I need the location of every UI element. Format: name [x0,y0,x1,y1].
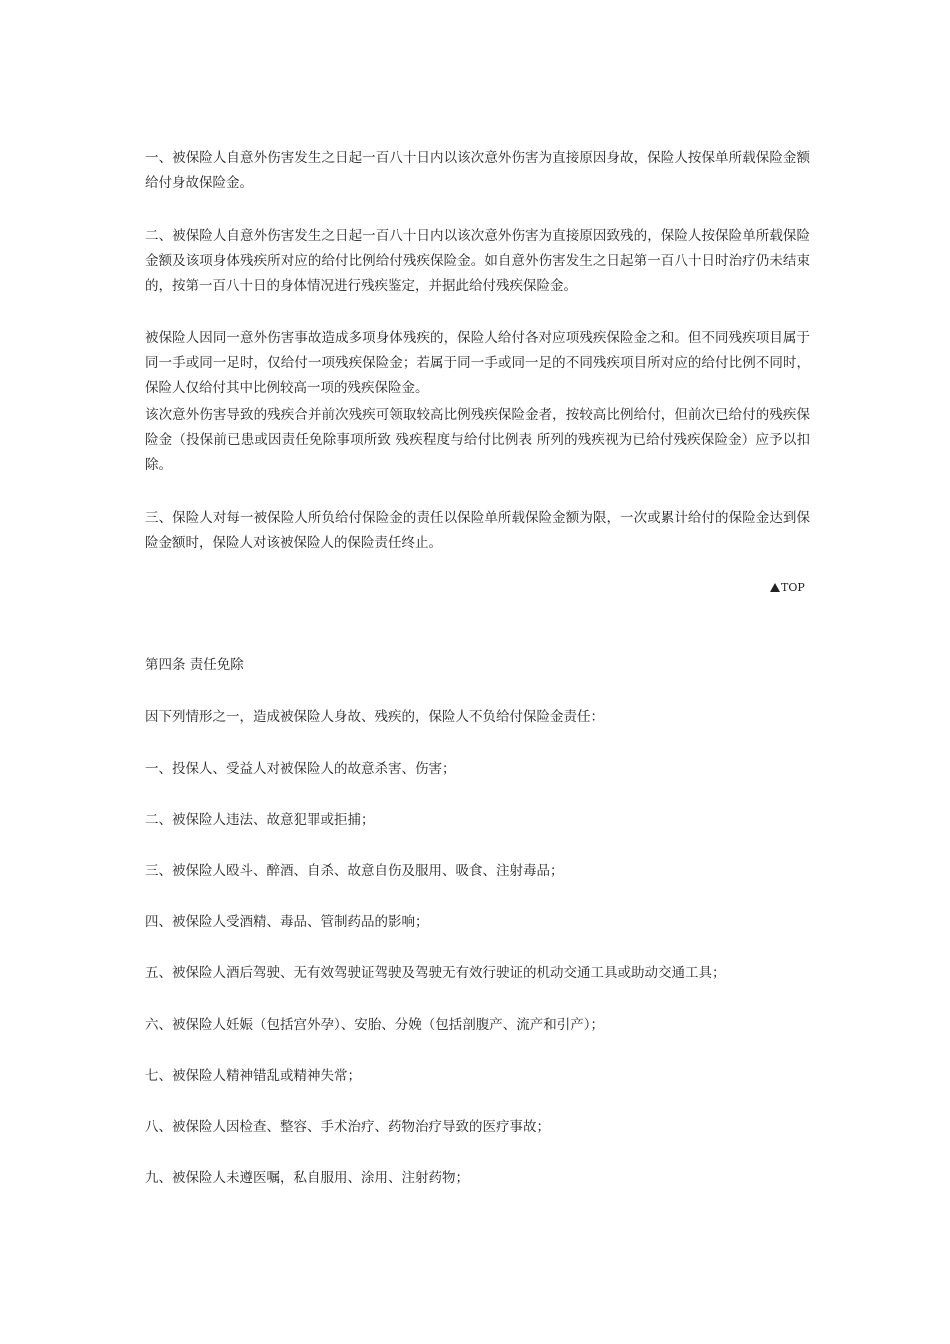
benefit-paragraph-death: 一、被保险人自意外伤害发生之日起一百八十日内以该次意外伤害为直接原因身故，保险人按保单所载保险金额给付身故保险金。 [145,150,810,191]
benefit-paragraph-multiple-disability: 被保险人因同一意外伤害事故造成多项身体残疾的，保险人给付各对应项残疾保险金之和。但不同残疾项目属于同一手或同一足时，仅给付一项残疾保险金；若属于同一手或同一足的不同残疾项目所对应的给付比例不同时，保险人仅给付其中比例较高一项的残疾保险金。 [145,330,810,396]
benefit-paragraph-liability-limit: 三、保险人对每一被保险人所负给付保险金的责任以保险单所载保险金额为限，一次或累计给付的保险金达到保险金额时，保险人对该被保险人的保险责任终止。 [145,510,810,551]
exclusion-item: 九、被保险人未遵医嘱，私自服用、涂用、注射药物； [145,1170,469,1186]
exclusion-item: 六、被保险人妊娠（包括宫外孕）、安胎、分娩（包括剖腹产、流产和引产）； [145,1017,604,1033]
exclusions-intro: 因下列情形之一，造成被保险人身故、残疾的，保险人不负给付保险金责任： [145,709,604,725]
exclusion-item: 四、被保险人受酒精、毒品、管制药品的影响； [145,914,429,930]
benefit-paragraph-prior-disability: 该次意外伤害导致的残疾合并前次残疾可领取较高比例残疾保险金者，按较高比例给付，但前次已给付的残疾保险金（投保前已患或因责任免除事项所致 残疾程度与给付比例表 所列的残疾视为已给付残疾保险金）应予以扣除。 [145,407,810,473]
back-to-top-label: TOP [781,581,805,594]
exclusion-item: 五、被保险人酒后驾驶、无有效驾驶证驾驶及驾驶无有效行驶证的机动交通工具或助动交通工具； [145,965,726,981]
benefit-paragraph-disability: 二、被保险人自意外伤害发生之日起一百八十日内以该次意外伤害为直接原因致残的，保险人按保险单所载保险金额及该项身体残疾所对应的给付比例给付残疾保险金。如自意外伤害发生之日起第一百八十日时治疗仍未结束的，按第一百八十日的身体情况进行残疾鉴定，并据此给付残疾保险金。 [145,228,810,294]
triangle-up-icon [770,583,780,592]
exclusion-item: 三、被保险人殴斗、醉酒、自杀、故意自伤及服用、吸食、注射毒品； [145,863,564,879]
exclusion-item: 二、被保险人违法、故意犯罪或拒捕； [145,812,375,828]
section-heading-exclusions: 第四条 责任免除 [145,657,244,673]
exclusion-item: 七、被保险人精神错乱或精神失常； [145,1068,361,1084]
exclusion-item: 八、被保险人因检查、整容、手术治疗、药物治疗导致的医疗事故； [145,1119,550,1135]
back-to-top-link[interactable] [770,576,805,599]
exclusion-item: 一、投保人、受益人对被保险人的故意杀害、伤害； [145,761,456,777]
